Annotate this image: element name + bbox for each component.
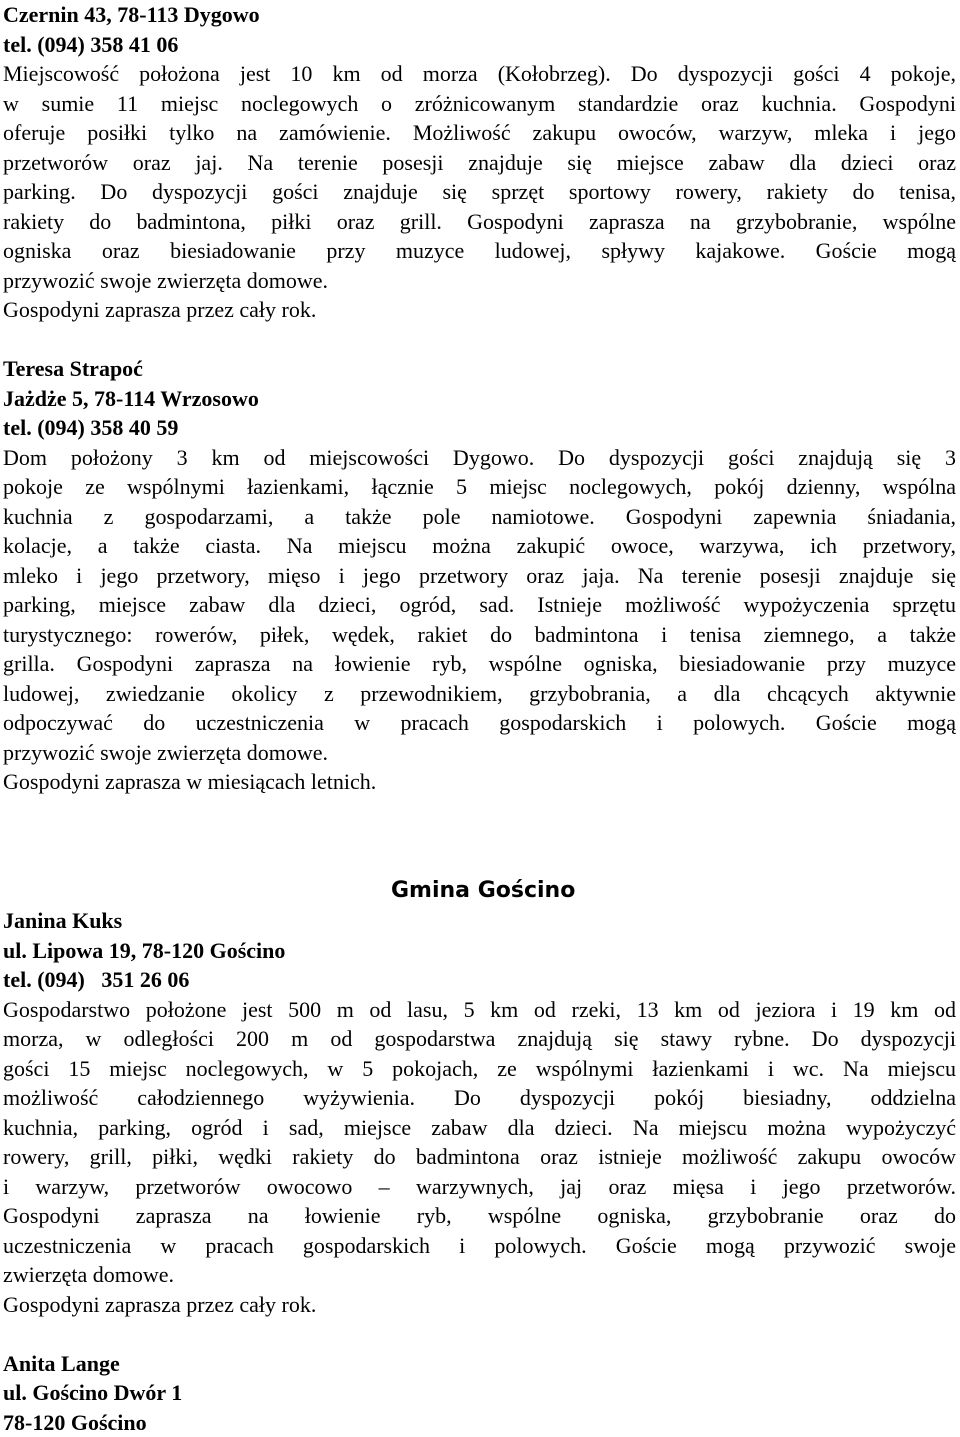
- address-line: ul. Gościno Dwór 1: [3, 1378, 956, 1408]
- body-line: oferuje posiłki tylko na zamówienie. Możliwość zakupu owoców, warzyw, mleka i jego: [3, 118, 956, 148]
- body-line: ludowej, zwiedzanie okolicy z przewodnikiem, grzybobrania, a dla chcących aktywnie: [3, 679, 956, 709]
- body-line: turystycznego: rowerów, piłek, wędek, rakiet do badmintona i tenisa ziemnego, a także: [3, 620, 956, 650]
- body-line: kuchnia, parking, ogród i sad, miejsce zabaw dla dzieci. Na miejscu można wypożyczyć: [3, 1113, 956, 1143]
- body-line: Gospodyni zaprasza w miesiącach letnich.: [3, 767, 956, 797]
- address-line: ul. Lipowa 19, 78-120 Gościno: [3, 936, 956, 966]
- phone-line: tel. (094) 351 26 06: [3, 965, 956, 995]
- address-line: Czernin 43, 78-113 Dygowo: [3, 0, 956, 30]
- body-line: morza, w odległości 200 m od gospodarstwa znajdują się stawy rybne. Do dyspozycji: [3, 1024, 956, 1054]
- owner-name: Anita Lange: [3, 1349, 956, 1379]
- body-line: rakiety do badmintona, piłki oraz grill. Gospodyni zaprasza na grzybobranie, wspólne: [3, 207, 956, 237]
- body-line: mleko i jego przetwory, mięso i jego przetwory oraz jaja. Na terenie posesji znajduje się: [3, 561, 956, 591]
- listing-czernin: [3, 0, 956, 325]
- postal-line: 78-120 Gościno: [3, 1408, 956, 1437]
- body-line: grilla. Gospodyni zaprasza na łowienie ryb, wspólne ogniska, biesiadowanie przy muzyce: [3, 649, 956, 679]
- phone-line: tel. (094) 358 40 59: [3, 413, 956, 443]
- body-line: Dom położony 3 km od miejscowości Dygowo. Do dyspozycji gości znajdują się 3: [3, 443, 956, 473]
- body-line: przetworów oraz jaj. Na terenie posesji znajduje się miejsce zabaw dla dzieci oraz: [3, 148, 956, 178]
- body-line: kolacje, a także ciasta. Na miejscu można zakupić owoce, warzywa, ich przetwory,: [3, 531, 956, 561]
- phone-line: tel. (094) 358 41 06: [3, 30, 956, 60]
- body-line: możliwość całodziennego wyżywienia. Do dyspozycji pokój biesiadny, oddzielna: [3, 1083, 956, 1113]
- spacer: [3, 1319, 956, 1349]
- body-line: gości 15 miejsc noclegowych, w 5 pokojach, ze wspólnymi łazienkami i wc. Na miejscu: [3, 1054, 956, 1084]
- body-line: przywozić swoje zwierzęta domowe.: [3, 266, 956, 296]
- body-line: odpoczywać do uczestniczenia w pracach gospodarskich i polowych. Goście mogą: [3, 708, 956, 738]
- body-line: i warzyw, przetworów owocowo – warzywnych, jaj oraz mięsa i jego przetworów.: [3, 1172, 956, 1202]
- spacer: [3, 847, 956, 877]
- body-line: kuchnia z gospodarzami, a także pole namiotowe. Gospodyni zapewnia śniadania,: [3, 502, 956, 532]
- body-line: pokoje ze wspólnymi łazienkami, łącznie 5 miejsc noclegowych, pokój dzienny, wspólna: [3, 472, 956, 502]
- body-line: Gospodyni zaprasza na łowienie ryb, wspólne ogniska, grzybobranie oraz do: [3, 1201, 956, 1231]
- owner-name: Janina Kuks: [3, 906, 956, 936]
- body-line: przywozić swoje zwierzęta domowe.: [3, 738, 956, 768]
- spacer: [3, 797, 956, 847]
- listing-janina-kuks: [3, 906, 956, 1319]
- body-line: Gospodyni zaprasza przez cały rok.: [3, 295, 956, 325]
- body-line: rowery, grill, piłki, wędki rakiety do badmintona oraz istnieje możliwość zakupu owoców: [3, 1142, 956, 1172]
- body-line: Gospodyni zaprasza przez cały rok.: [3, 1290, 956, 1320]
- body-line: w sumie 11 miejsc noclegowych o zróżnicowanym standardzie oraz kuchnia. Gospodyni: [3, 89, 956, 119]
- section-heading: Gmina Gościno: [3, 876, 956, 906]
- body-line: ogniska oraz biesiadowanie przy muzyce ludowej, spływy kajakowe. Goście mogą: [3, 236, 956, 266]
- body-line: parking, miejsce zabaw dla dzieci, ogród, sad. Istnieje możliwość wypożyczenia sprzętu: [3, 590, 956, 620]
- address-line: Jażdże 5, 78-114 Wrzosowo: [3, 384, 956, 414]
- body-line: zwierzęta domowe.: [3, 1260, 956, 1290]
- listing-anita-lange: [3, 1349, 956, 1437]
- listing-teresa-strapoc: [3, 354, 956, 797]
- body-line: uczestniczenia w pracach gospodarskich i polowych. Goście mogą przywozić swoje: [3, 1231, 956, 1261]
- body-line: parking. Do dyspozycji gości znajduje się sprzęt sportowy rowery, rakiety do tenisa,: [3, 177, 956, 207]
- owner-name: Teresa Strapoć: [3, 354, 956, 384]
- spacer: [3, 325, 956, 355]
- body-line: Gospodarstwo położone jest 500 m od lasu, 5 km od rzeki, 13 km od jeziora i 19 km od: [3, 995, 956, 1025]
- body-line: Miejscowość położona jest 10 km od morza (Kołobrzeg). Do dyspozycji gości 4 pokoje,: [3, 59, 956, 89]
